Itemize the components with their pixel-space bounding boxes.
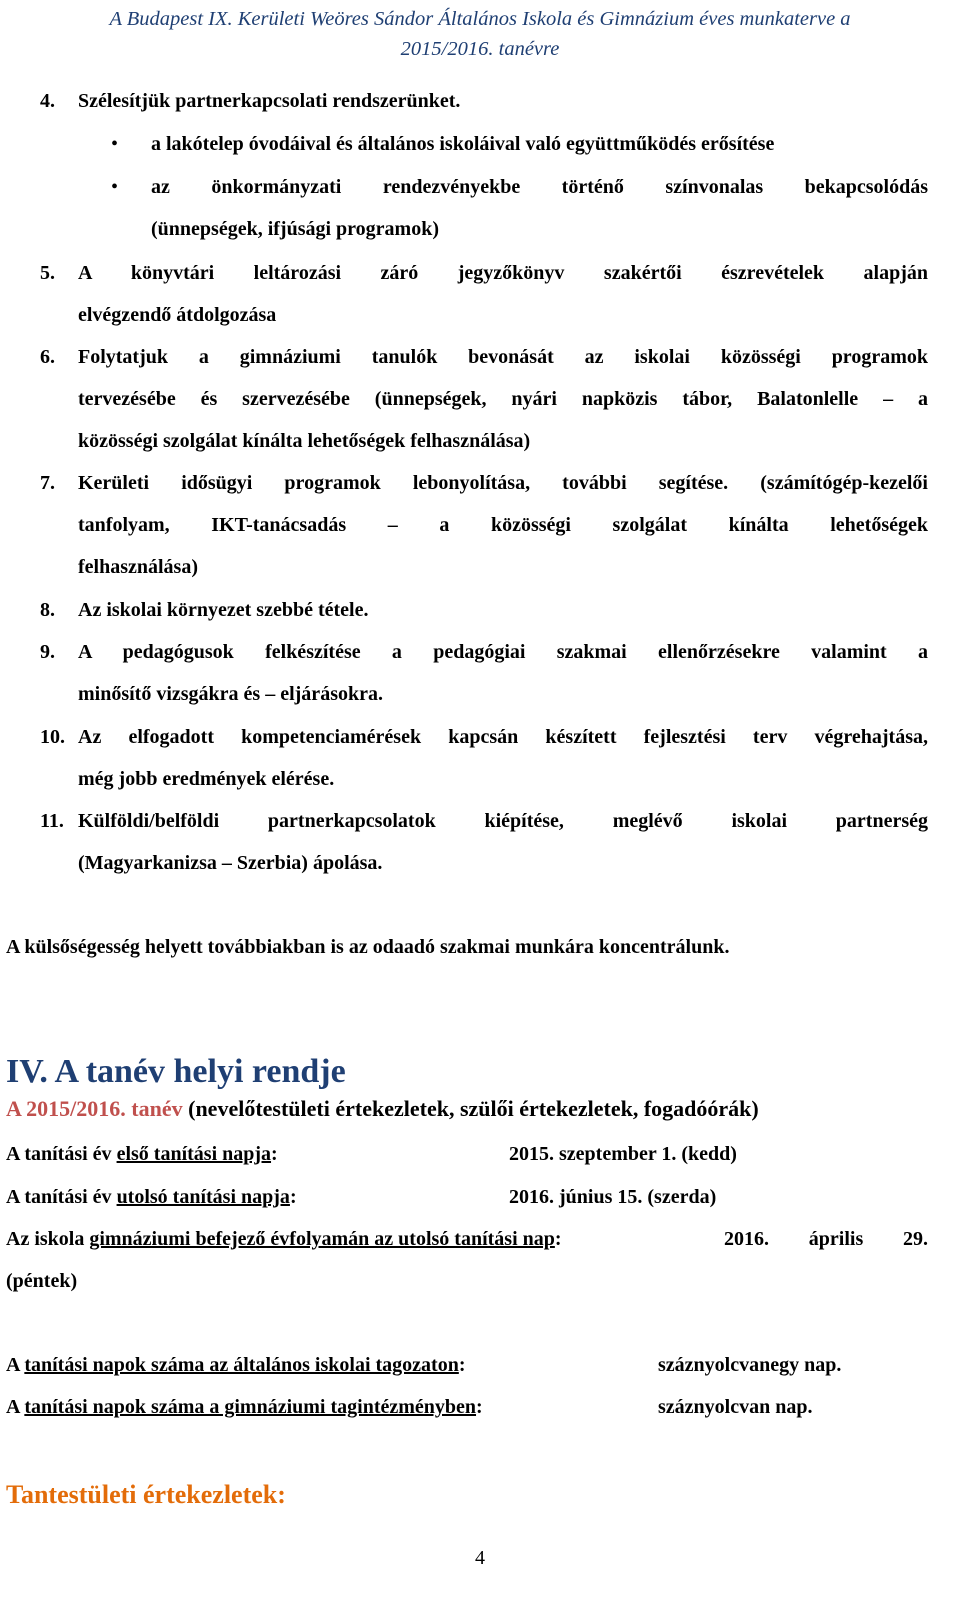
list-text-line-2: elvégzendő átdolgozása xyxy=(78,304,277,326)
gym-last-day-label: Az iskola gimnáziumi befejező évfolyamán az utolsó tanítási nap: xyxy=(6,1228,562,1250)
list-item-9 xyxy=(40,631,928,715)
bullet-text-line-2: (ünnepségek, ifjúsági programok) xyxy=(151,218,439,240)
bullet-text-line-1: az önkormányzati rendezvényekbe történő színvonalas bekapcsolódás xyxy=(151,176,928,198)
list-text-line-2: (Magyarkanizsa – Szerbia) ápolása. xyxy=(78,852,383,874)
elementary-days-label: A tanítási napok száma az általános iskolai tagozaton: xyxy=(6,1354,466,1376)
list-text: Az iskolai környezet szebbé tétele. xyxy=(78,599,369,621)
list-item-8 xyxy=(40,589,928,631)
list-text-line-1: A pedagógusok felkészítése a pedagógiai szakmai ellenőrzésekre valamint a xyxy=(78,641,928,663)
list-item-6 xyxy=(40,336,928,462)
list-item-7 xyxy=(40,462,928,588)
bullet-text: a lakótelep óvodáival és általános iskoláival való együttműködés erősítése xyxy=(151,133,775,155)
list-number: 7. xyxy=(40,472,55,494)
section-title: IV. A tanév helyi rendje xyxy=(6,1053,346,1090)
list-text-line-1: Kerületi idősügyi programok lebonyolítása, további segítése. (számítógép-kezelői xyxy=(78,472,928,494)
list-number: 6. xyxy=(40,346,55,368)
closing-paragraph: A külsőségesség helyett továbbiakban is az odaadó szakmai munkára koncentrálunk. xyxy=(6,936,730,958)
list-number: 10. xyxy=(40,726,65,748)
list-number: 5. xyxy=(40,262,55,284)
gym-last-day-value: 2016. április 29. xyxy=(724,1228,928,1250)
list-text-line-1: Külföldi/belföldi partnerkapcsolatok kiépítése, meglévő iskolai partnerség xyxy=(78,810,928,832)
list-number: 8. xyxy=(40,599,55,621)
bullet-item-1 xyxy=(111,123,928,165)
list-text-line-2: még jobb eredmények elérése. xyxy=(78,768,335,790)
first-day-label: A tanítási év első tanítási napja: xyxy=(6,1143,278,1165)
bullet-item-2 xyxy=(111,166,928,250)
first-day-value: 2015. szeptember 1. (kedd) xyxy=(509,1143,737,1165)
list-text-line-2: minősítő vizsgákra és – eljárásokra. xyxy=(78,683,383,705)
list-item-11 xyxy=(40,800,928,884)
section-subtitle xyxy=(6,1092,759,1126)
page-header xyxy=(0,4,960,64)
header-line-2: 2015/2016. tanévre xyxy=(400,38,560,60)
bullet-icon: • xyxy=(111,133,119,155)
header-line-1: A Budapest IX. Kerületi Weöres Sándor Általános Iskola és Gimnázium éves munkaterve a xyxy=(109,8,851,30)
list-item-5 xyxy=(40,252,928,336)
list-item-4 xyxy=(40,80,928,122)
last-day-value: 2016. június 15. (szerda) xyxy=(509,1186,717,1208)
subtitle-year: A 2015/2016. tanév xyxy=(6,1096,183,1121)
elementary-days-value: száznyolcvanegy nap. xyxy=(658,1354,842,1376)
list-text-line-1: A könyvtári leltározási záró jegyzőkönyv szakértői észrevételek alapján xyxy=(78,262,928,284)
last-day-label: A tanítási év utolsó tanítási napja: xyxy=(6,1186,297,1208)
list-number: 11. xyxy=(40,810,64,832)
list-text-line-1: Az elfogadott kompetenciamérések kapcsán készített fejlesztési terv végrehajtása, xyxy=(78,726,928,748)
page-number: 4 xyxy=(475,1547,485,1569)
list-number: 4. xyxy=(40,90,55,112)
subtitle-details: (nevelőtestületi értekezletek, szülői értekezletek, fogadóórák) xyxy=(188,1096,759,1121)
gym-last-day-weekday: (péntek) xyxy=(6,1270,78,1292)
bullet-icon: • xyxy=(111,176,119,198)
list-text-line-3: felhasználása) xyxy=(78,556,198,578)
faculty-meetings-heading: Tantestületi értekezletek: xyxy=(6,1480,286,1509)
list-text-line-1: Folytatjuk a gimnáziumi tanulók bevonását az iskolai közösségi programok xyxy=(78,346,928,368)
gymnasium-days-label: A tanítási napok száma a gimnáziumi tagintézményben: xyxy=(6,1396,483,1418)
list-text: Szélesítjük partnerkapcsolati rendszerünket. xyxy=(78,90,461,112)
list-text-line-3: közösségi szolgálat kínálta lehetőségek felhasználása) xyxy=(78,430,531,452)
list-item-10 xyxy=(40,716,928,800)
list-text-line-2: tervezésébe és szervezésébe (ünnepségek, nyári napközis tábor, Balatonlelle – a xyxy=(78,388,928,410)
list-text-line-2: tanfolyam, IKT-tanácsadás – a közösségi szolgálat kínálta lehetőségek xyxy=(78,514,928,536)
list-number: 9. xyxy=(40,641,55,663)
gymnasium-days-value: száznyolcvan nap. xyxy=(658,1396,813,1418)
